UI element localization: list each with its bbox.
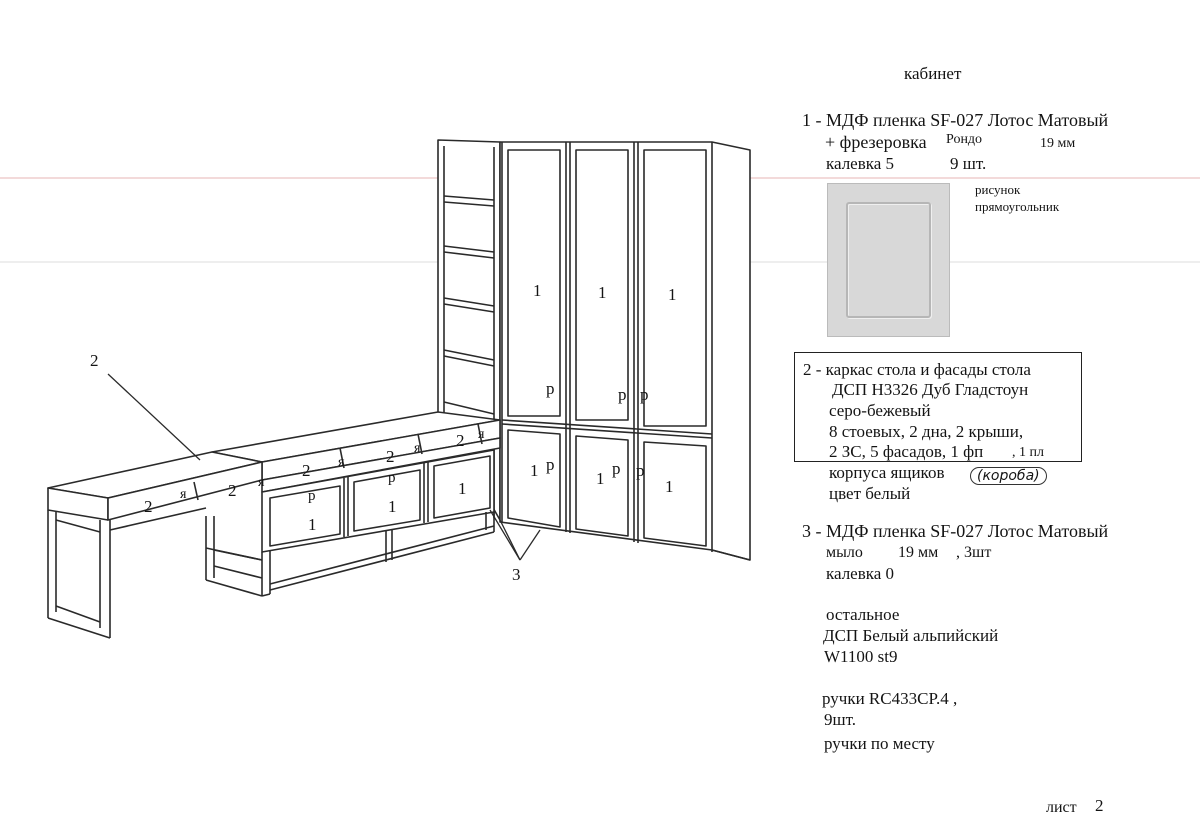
spec-item2-handwritten-note: (короба) <box>970 467 1047 485</box>
wardrobe-lower-handle: р <box>612 459 621 478</box>
section-title: кабинет <box>904 64 962 83</box>
spec-item3-mylo: мыло <box>826 544 863 561</box>
spec-item3-edge: калевка 0 <box>826 564 895 583</box>
spec-handles-line3: ручки по месту <box>824 734 935 753</box>
wardrobe-lower-mark: 1 <box>665 477 674 496</box>
desk-top-mark: 2 <box>456 431 465 450</box>
facade-sample-image <box>827 183 950 337</box>
spec-item1-thickness: 19 мм <box>1040 136 1076 151</box>
desk-top-mark: я <box>414 441 421 456</box>
spec-handles-line1: ручки RC433CP.4 , <box>822 689 958 708</box>
leader-line-2 <box>108 374 200 460</box>
spec-item2-line3: серо-бежевый <box>829 401 931 420</box>
spec-item2-line2: ДСП Н3326 Дуб Гладстоун <box>832 380 1029 399</box>
callout-3: 3 <box>512 565 521 584</box>
spec-rest-line2: ДСП Белый альпийский <box>823 626 999 645</box>
desk-top-mark: я <box>180 487 187 502</box>
spec-item1-edge: калевка 5 <box>826 154 895 173</box>
spec-item2-line4: 8 стоевых, 2 дна, 2 крыши, <box>829 422 1024 441</box>
spec-item1-milling: + фрезеровка <box>825 132 927 152</box>
wardrobe-lower-mark: 1 <box>596 469 605 488</box>
wardrobe-upper-handle: р <box>618 385 627 404</box>
spec-item3-thickness: 19 мм <box>898 544 939 561</box>
desk-top-mark: 2 <box>228 481 237 500</box>
spec-item3-qty: , 3шт <box>956 544 992 561</box>
spec-item2-line1: 2 - каркас стола и фасады стола <box>803 360 1031 379</box>
spec-item2-line6: корпуса ящиков <box>829 463 945 482</box>
wardrobe <box>500 142 750 560</box>
desk-top-mark: я <box>258 475 265 490</box>
spec-item2-line5-note: , 1 пл <box>1012 445 1044 460</box>
sheet-label: лист <box>1046 799 1077 816</box>
spec-item3-line1: 3 - МДФ пленка SF-027 Лотос Матовый <box>802 521 1109 541</box>
leader-line-3c <box>520 530 540 560</box>
desk-front-mark: 1 <box>458 479 467 498</box>
wardrobe-lower-handle: р <box>636 461 645 480</box>
wardrobe-lower-handle: р <box>546 455 555 474</box>
callout-2: 2 <box>90 351 99 370</box>
desk-front-mark: 1 <box>388 497 397 516</box>
desk-top-mark: я <box>478 427 485 442</box>
spec-item2-line7: цвет белый <box>829 484 911 503</box>
desk-top-mark: 2 <box>386 447 395 466</box>
desk-front-handle: р <box>308 488 316 504</box>
sample-caption: прямоугольник <box>975 199 1060 214</box>
leader-line-3b <box>500 520 520 560</box>
spec-item2-line5: 2 ЗС, 5 фасадов, 1 фп <box>829 442 984 461</box>
wardrobe-upper-handle: р <box>640 385 649 404</box>
desk-top-mark: я <box>338 455 345 470</box>
wardrobe-upper-mark: 1 <box>533 281 542 300</box>
wardrobe-lower-mark: 1 <box>530 461 539 480</box>
sheet-number: 2 <box>1095 796 1104 815</box>
spec-handles-line2: 9шт. <box>824 710 856 729</box>
wardrobe-upper-handle: р <box>546 379 555 398</box>
desk-front-mark: 1 <box>308 515 317 534</box>
desk-front-handle: р <box>388 470 396 486</box>
desk-top-mark: 2 <box>144 497 153 516</box>
spec-rest-line3: W1100 st9 <box>824 647 898 666</box>
spec-item1-pattern: Рондо <box>946 132 983 147</box>
spec-rest-line1: остальное <box>826 605 900 624</box>
wardrobe-upper-mark: 1 <box>598 283 607 302</box>
desk-extension <box>48 452 262 638</box>
spec-item1-line1: 1 - МДФ пленка SF-027 Лотос Матовый <box>802 110 1109 130</box>
sample-caption: рисунок <box>975 182 1021 197</box>
spec-item1-qty: 9 шт. <box>950 154 987 173</box>
wardrobe-upper-mark: 1 <box>668 285 677 304</box>
desk-top-mark: 2 <box>302 461 311 480</box>
